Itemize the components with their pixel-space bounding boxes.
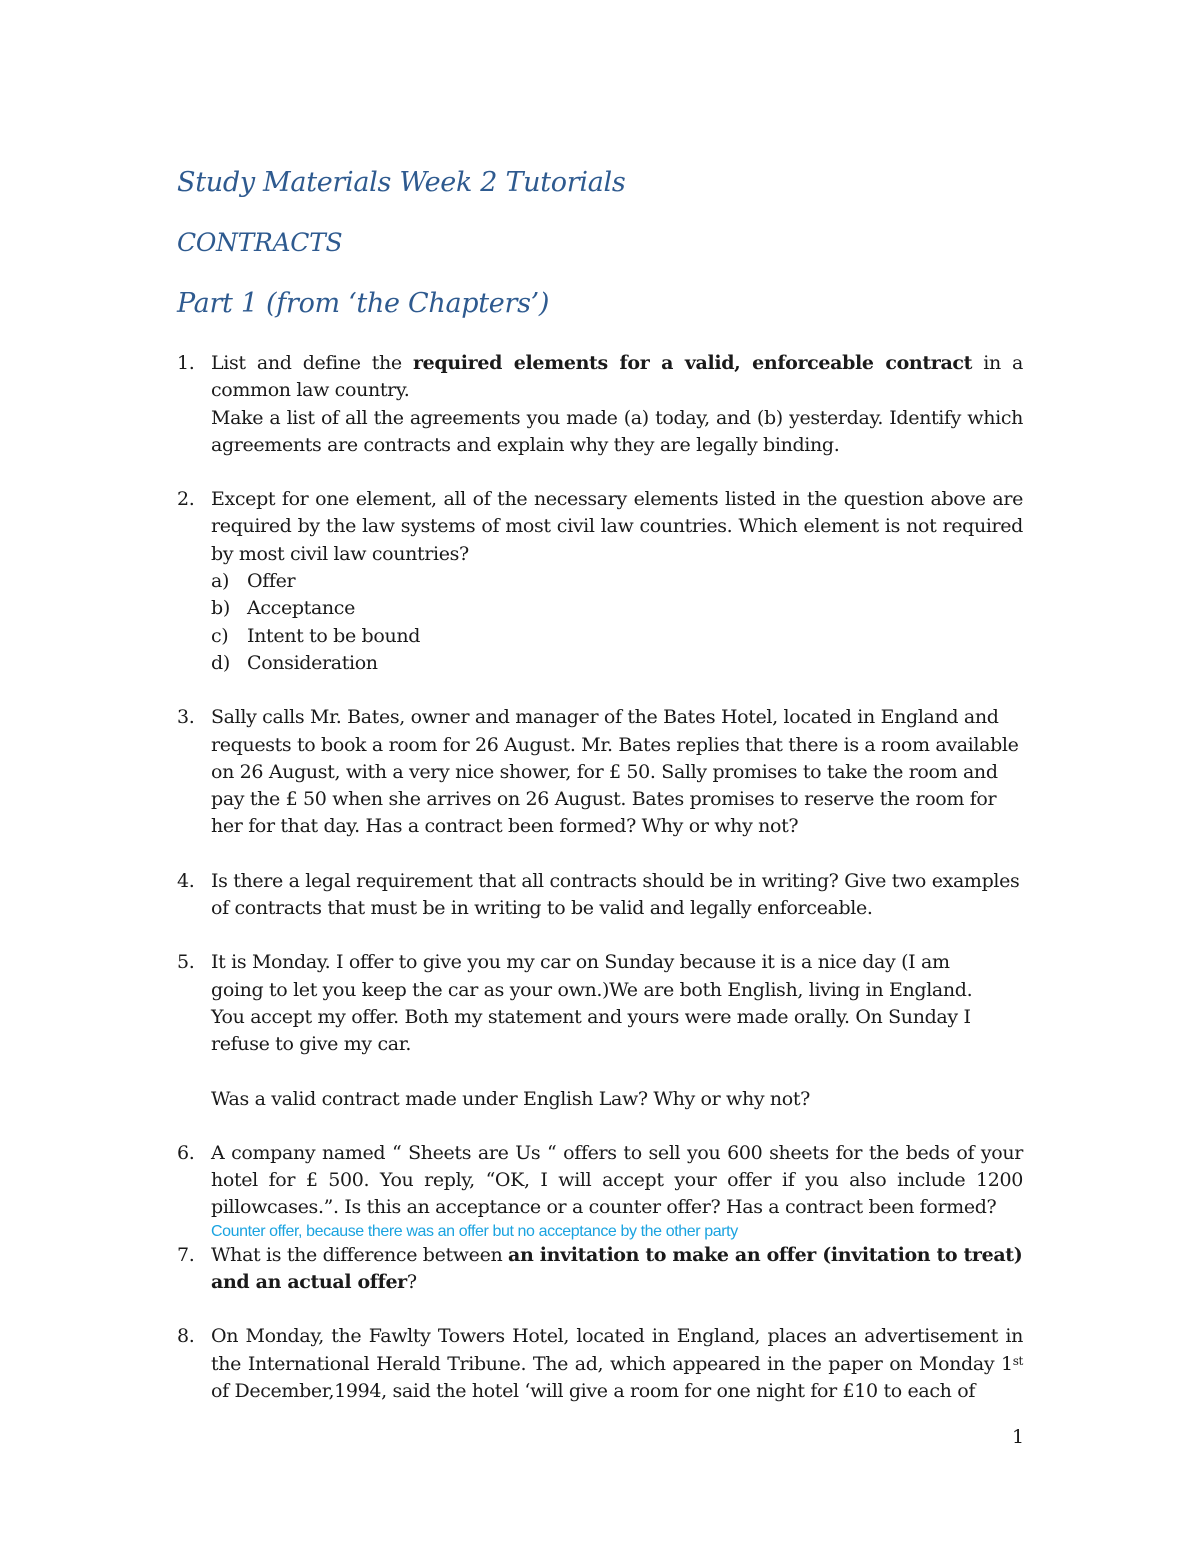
question-number: 8. <box>177 1325 195 1348</box>
question-text-part: ? <box>406 1271 417 1294</box>
question-4 <box>177 868 1023 923</box>
question-text <box>211 1242 1023 1297</box>
question-list <box>177 350 1023 1405</box>
question-1 <box>177 350 1023 459</box>
question-text: Except for one element, all of the necessary elements listed in the question above are required by the law systems of most civil law countries. Which element is not required by most civil law countries? <box>211 488 1023 565</box>
question-number: 7. <box>177 1243 195 1266</box>
emphasized-text: required elements for a valid, enforceable contract <box>413 352 973 374</box>
option-a <box>211 568 1023 595</box>
question-line: You accept my offer. Both my statement and yours were made orally. On Sunday I <box>211 1005 971 1028</box>
option-b <box>211 595 1023 622</box>
question-number: 6. <box>177 1141 195 1164</box>
question-line: refuse to give my car. <box>211 1033 412 1056</box>
question-text-part: List and define the <box>211 352 413 374</box>
question-text <box>211 350 1023 405</box>
question-text-part: What is the difference between <box>211 1243 509 1266</box>
option-d <box>211 650 1023 677</box>
question-text-part: in a common law country. <box>211 352 1023 402</box>
question-text-part: On Monday, the Fawlty Towers Hotel, located in England, places an advertisement in the International Herald Tribune. The ad, which appeared in the paper on Monday 1 <box>211 1325 1023 1375</box>
question-text: Sally calls Mr. Bates, owner and manager of the Bates Hotel, located in England and requests to book a room for 26 August. Mr. Bates replies that there is a room available on 26 August, with a very nice shower, for £ 50. Sally promises to take the room and pay the £ 50 when she arrives on 26 August. Bates promises to reserve the room for her for that day. Has a contract been formed? Why or why not? <box>211 706 1019 838</box>
question-text: Is there a legal requirement that all contracts should be in writing? Give two examples of contracts that must be in writing to be valid and legally enforceable. <box>211 869 1020 920</box>
document-title: Study Materials Week 2 Tutorials <box>177 167 626 198</box>
option-text: Consideration <box>247 651 378 674</box>
question-5 <box>177 949 1023 1112</box>
question-2 <box>177 486 1023 677</box>
question-number: 4. <box>177 869 195 892</box>
question-followup: Was a valid contract made under English Law? Why or why not? <box>211 1087 811 1110</box>
option-label: b) <box>211 597 230 620</box>
option-text: Intent to be bound <box>247 624 421 647</box>
answer-note: Counter offer, because there was an offer but no acceptance by the other party <box>211 1222 738 1240</box>
option-label: a) <box>211 570 230 593</box>
option-label: d) <box>211 651 230 674</box>
question-number: 3. <box>177 706 195 729</box>
subject-heading: CONTRACTS <box>177 228 343 257</box>
page-number: 1 <box>1012 1426 1025 1448</box>
option-label: c) <box>211 624 229 647</box>
option-text: Offer <box>247 570 296 593</box>
question-8 <box>177 1323 1023 1405</box>
question-number: 1. <box>177 352 195 374</box>
question-number: 5. <box>177 951 195 974</box>
question-7 <box>177 1242 1023 1297</box>
question-line: It is Monday. I offer to give you my car on Sunday because it is a nice day (I am <box>211 951 950 974</box>
question-number: 2. <box>177 488 195 511</box>
part-heading: Part 1 (from ‘the Chapters’) <box>177 288 550 319</box>
option-c <box>211 623 1023 650</box>
emphasized-text: an invitation to make an offer (invitation to treat) and an actual offer <box>211 1243 1023 1294</box>
question-text-followup: Make a list of all the agreements you made (a) today, and (b) yesterday. Identify which agreements are contracts and explain why they are legally binding. <box>211 406 1023 456</box>
question-3 <box>177 704 1023 840</box>
question-6 <box>177 1140 1023 1242</box>
question-text <box>211 1323 1023 1405</box>
option-text: Acceptance <box>247 597 355 620</box>
ordinal-superscript: st <box>1012 1353 1023 1368</box>
question-text-part: of December,1994, said the hotel ‘will give a room for one night for £10 to each of <box>211 1379 976 1402</box>
question-line: going to let you keep the car as your own.)We are both English, living in England. <box>211 978 973 1001</box>
question-text: A company named “ Sheets are Us “ offers to sell you 600 sheets for the beds of your hotel for £ 500. You reply, “OK, I will accept your offer if you also include 1200 pillowcases.”. Is this an acceptance or a counter offer? Has a contract been formed? <box>211 1141 1023 1219</box>
